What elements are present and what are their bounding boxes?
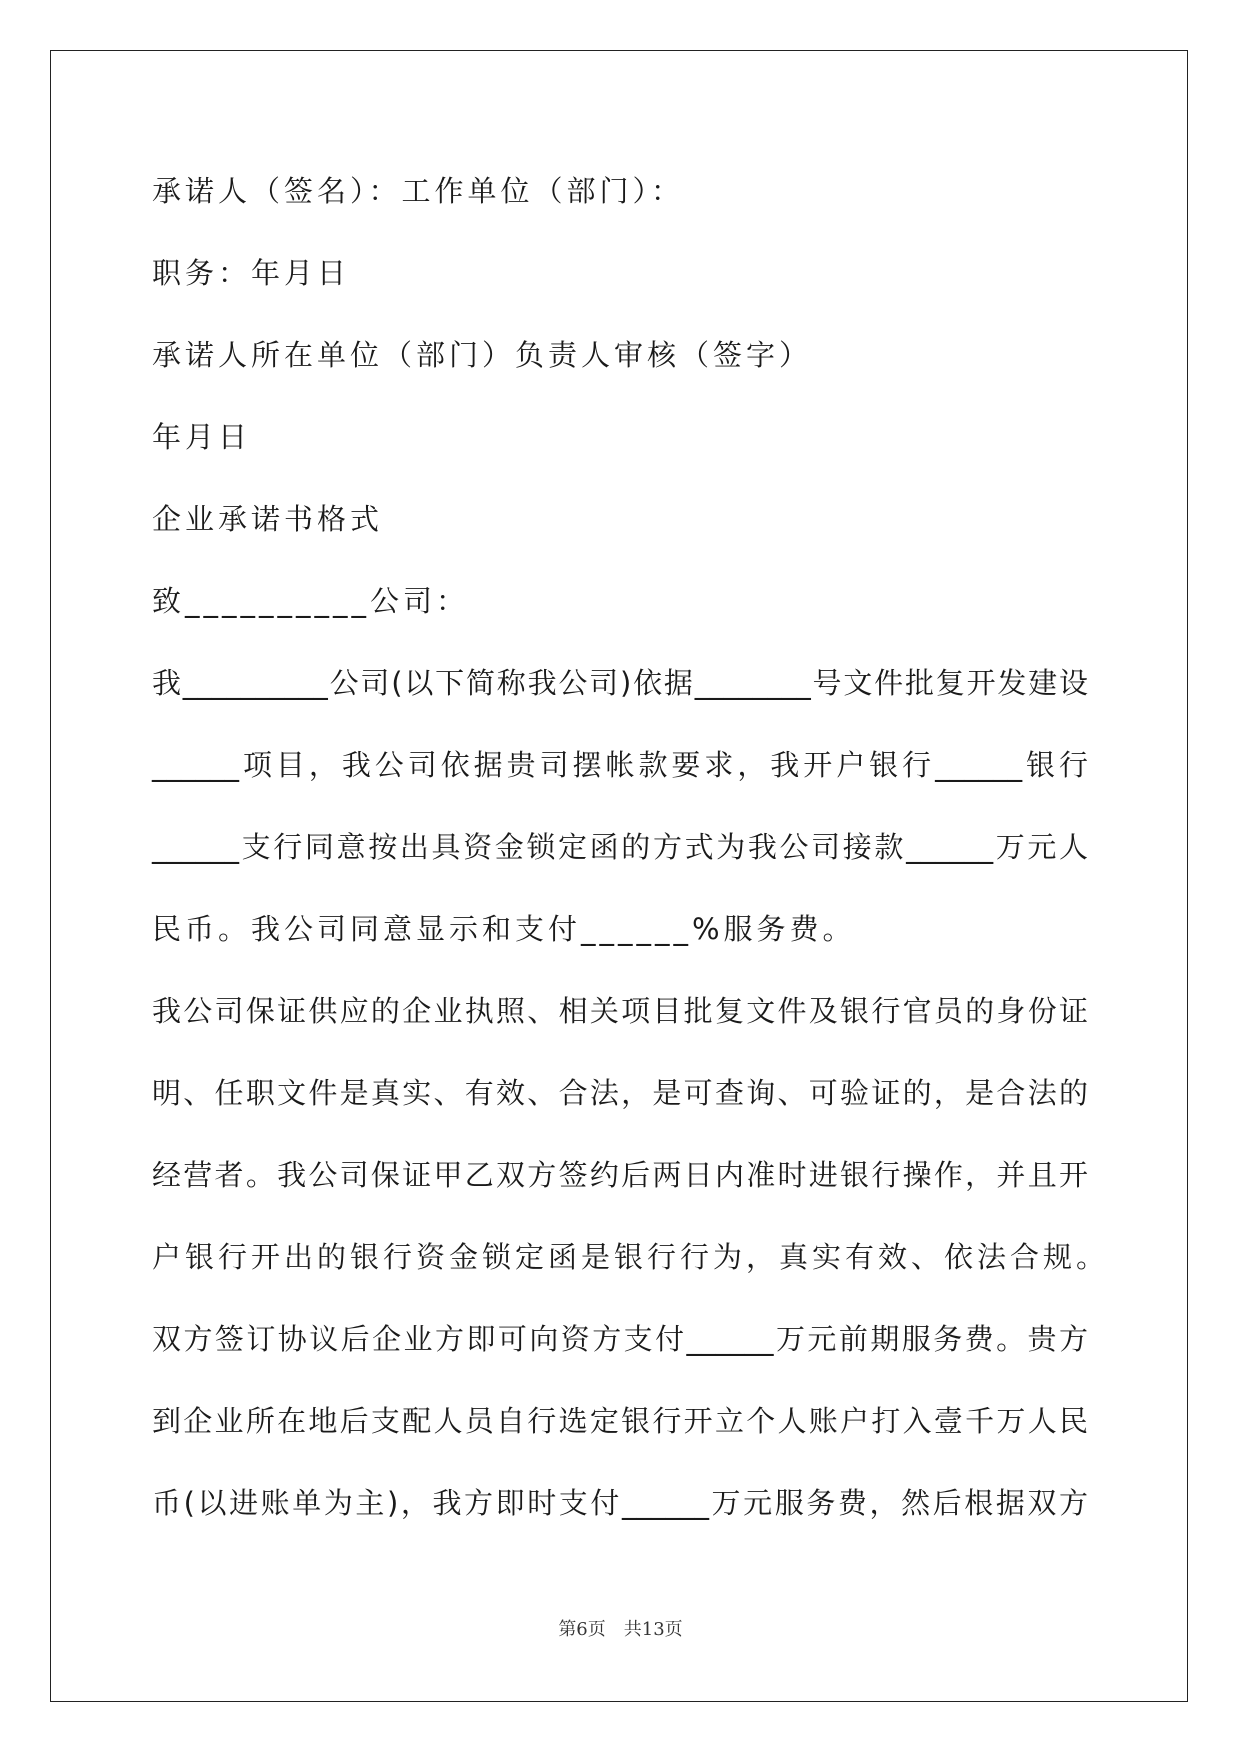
paragraph-line: 我公司保证供应的企业执照、相关项目批复文件及银行官员的身份证 [152, 994, 1088, 1028]
review-line: 承诺人所在单位（部门）负责人审核（签字） [152, 338, 813, 372]
document-body [152, 150, 1110, 1544]
position-date-line: 职务：年月日 [152, 256, 351, 290]
paragraph-line: ______项目，我公司依据贵司摆帐款要求，我开户银行______银行 [152, 748, 1088, 782]
paragraph-line: 到企业所在地后支配人员自行选定银行开立个人账户打入壹千万人民 [152, 1404, 1088, 1438]
paragraph-line: 我__________公司(以下简称我公司)依据________号文件批复开发建设 [152, 666, 1088, 700]
paragraph-line: 明、任职文件是真实、有效、合法，是可查询、可验证的，是合法的 [152, 1076, 1088, 1110]
page-number: 第6页 共13页 [558, 1619, 683, 1640]
salutation-line: 致__________公司： [152, 584, 470, 618]
date-line: 年月日 [152, 420, 252, 454]
paragraph-line: 双方签订协议后企业方即可向资方支付______万元前期服务费。贵方 [152, 1322, 1088, 1356]
signature-line: 承诺人（签名）：工作单位（部门）： [152, 174, 685, 208]
paragraph-line: 经营者。我公司保证甲乙双方签约后两日内准时进银行操作，并且开 [152, 1158, 1088, 1192]
paragraph-line: 民币。我公司同意显示和支付______%服务费。 [152, 912, 856, 946]
paragraph-line: ______支行同意按出具资金锁定函的方式为我公司接款______万元人 [152, 830, 1088, 864]
paragraph-line: 币(以进账单为主)，我方即时支付______万元服务费，然后根据双方 [152, 1486, 1088, 1520]
paragraph-line: 户银行开出的银行资金锁定函是银行行为，真实有效、依法合规。 [152, 1240, 1110, 1274]
section-heading: 企业承诺书格式 [152, 502, 384, 536]
